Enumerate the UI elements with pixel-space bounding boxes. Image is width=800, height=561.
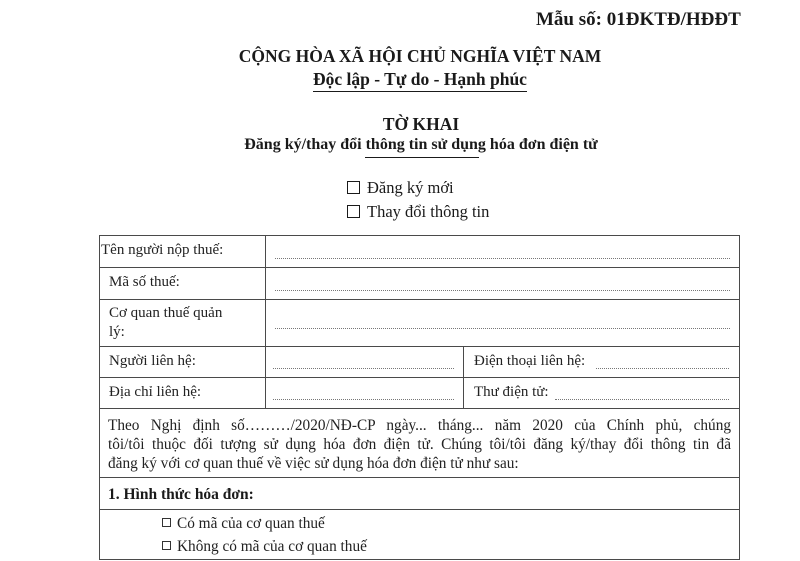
row-divider — [100, 509, 739, 510]
option-label: Không có mã của cơ quan thuế — [177, 538, 367, 555]
national-title: CỘNG HÒA XÃ HỘI CHỦ NGHĨA VIỆT NAM — [238, 46, 602, 66]
form-code: Mẫu số: 01ĐKTĐ/HĐĐT — [536, 9, 741, 30]
option-label: Đăng ký mới — [367, 178, 454, 197]
subtitle-underline — [365, 157, 479, 158]
option-without-tax-code[interactable] — [162, 538, 367, 556]
contact-address-field[interactable] — [273, 399, 454, 400]
contact-phone-field[interactable] — [596, 368, 729, 369]
contact-address-label: Địa chỉ liên hệ: — [109, 384, 202, 400]
checkbox-icon[interactable] — [162, 518, 171, 527]
option-label: Thay đổi thông tin — [367, 202, 490, 221]
taxpayer-name-label: Tên người nộp thuế: — [101, 242, 224, 258]
row-divider — [100, 559, 739, 560]
contact-person-label: Người liên hệ: — [109, 353, 196, 369]
motto-text: Độc lập - Tự do - Hạnh phúc — [313, 69, 527, 92]
email-field[interactable] — [555, 399, 729, 400]
option-change-info[interactable] — [347, 202, 489, 222]
row-divider — [100, 267, 739, 268]
tax-authority-field[interactable] — [275, 328, 730, 329]
declaration-line: Theo Nghị định số………/2020/NĐ-CP ngày... tháng... năm 2020 của Chính phủ, chúng — [108, 417, 731, 434]
checkbox-icon[interactable] — [347, 205, 360, 218]
motto — [0, 69, 800, 92]
option-with-tax-code[interactable] — [162, 515, 325, 533]
declaration-paragraph — [108, 416, 731, 473]
document-title: TỜ KHAI — [382, 114, 460, 134]
column-divider — [265, 236, 266, 409]
tax-authority-label: Cơ quan thuế quản — [109, 305, 223, 321]
email-label: Thư điện tử: — [474, 384, 549, 400]
checkbox-icon[interactable] — [347, 181, 360, 194]
declaration-line: tôi/tôi thuộc đối tượng sử dụng hóa đơn điện tử. Chúng tôi/tôi đăng ký/thay đổi thông tin đã — [108, 436, 731, 453]
row-divider — [100, 377, 739, 378]
declaration-line: đăng ký với cơ quan thuế về việc sử dụng hóa đơn điện tử như sau: — [108, 455, 519, 472]
column-divider — [463, 346, 464, 409]
tax-code-field[interactable] — [275, 290, 730, 291]
registration-form-table — [99, 235, 740, 560]
contact-person-field[interactable] — [273, 368, 454, 369]
option-new-registration[interactable] — [347, 178, 454, 198]
document-subtitle: Đăng ký/thay đổi thông tin sử dụng hóa đơn điện tử — [244, 136, 598, 153]
tax-authority-label-cont: lý: — [109, 324, 125, 340]
row-divider — [100, 299, 739, 300]
checkbox-icon[interactable] — [162, 541, 171, 550]
row-divider — [100, 477, 739, 478]
taxpayer-name-field[interactable] — [275, 258, 730, 259]
row-divider — [100, 408, 739, 409]
section-invoice-type-title: 1. Hình thức hóa đơn: — [108, 486, 254, 503]
row-divider — [100, 346, 739, 347]
tax-code-label: Mã số thuế: — [109, 274, 180, 290]
contact-phone-label: Điện thoại liên hệ: — [474, 353, 586, 369]
option-label: Có mã của cơ quan thuế — [177, 515, 325, 532]
